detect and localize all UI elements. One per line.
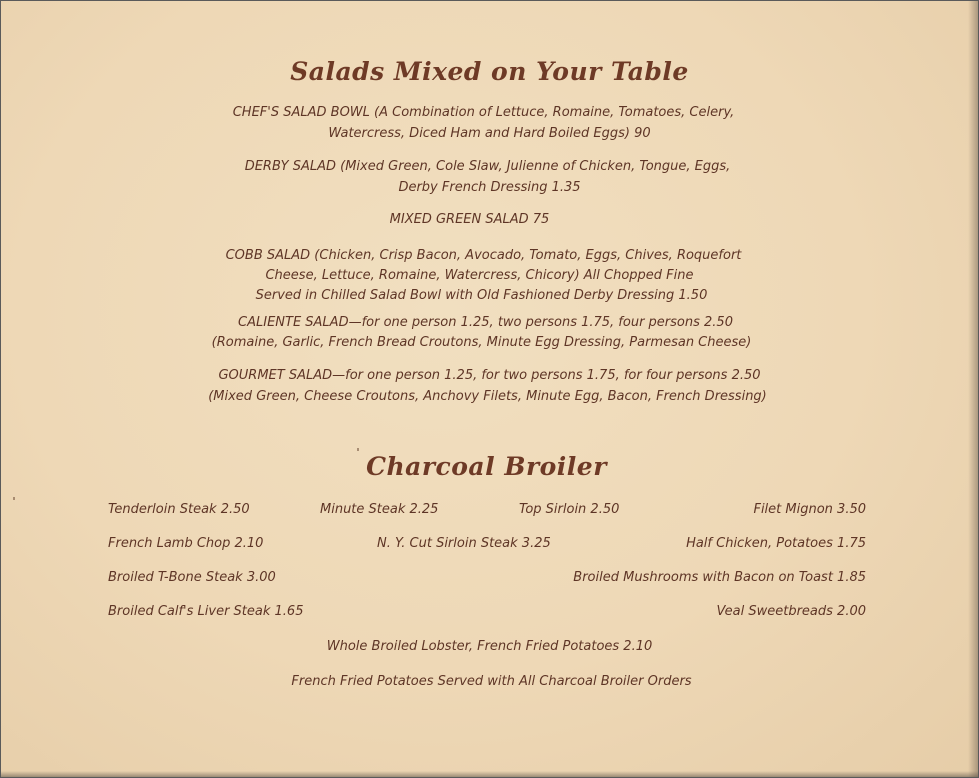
broiler-item: Broiled Calf's Liver Steak 1.65 (108, 604, 304, 619)
caliente-salad-line-2: (Romaine, Garlic, French Bread Croutons, Minute Egg Dressing, Parmesan Cheese) (211, 335, 752, 350)
broiler-item: French Lamb Chop 2.10 (108, 536, 264, 551)
broiler-item: Top Sirloin 2.50 (519, 502, 620, 517)
cobb-salad-line-2: Cheese, Lettuce, Romaine, Watercress, Chicory) All Chopped Fine (265, 268, 694, 283)
salads-heading: Salads Mixed on Your Table (290, 57, 689, 86)
broiler-item: Tenderloin Steak 2.50 (108, 502, 250, 517)
gourmet-salad-line-1: GOURMET SALAD—for one person 1.25, for two persons 1.75, for four persons 2.50 (218, 368, 761, 383)
cobb-salad-line-1: COBB SALAD (Chicken, Crisp Bacon, Avocado, Tomato, Eggs, Chives, Roquefort (225, 248, 742, 263)
caliente-salad-line-1: CALIENTE SALAD—for one person 1.25, two persons 1.75, four persons 2.50 (238, 315, 733, 330)
derby-salad-line-1: DERBY SALAD (Mixed Green, Cole Slaw, Julienne of Chicken, Tongue, Eggs, (244, 159, 731, 174)
broiler-heading: Charcoal Broiler (366, 452, 607, 481)
mixed-green-salad: MIXED GREEN SALAD 75 (389, 212, 550, 227)
broiler-item: Half Chicken, Potatoes 1.75 (686, 536, 866, 551)
broiler-item: Broiled Mushrooms with Bacon on Toast 1.85 (573, 570, 866, 585)
derby-salad-line-2: Derby French Dressing 1.35 (398, 180, 581, 195)
broiler-item: N. Y. Cut Sirloin Steak 3.25 (377, 536, 551, 551)
gourmet-salad-line-2: (Mixed Green, Cheese Croutons, Anchovy Filets, Minute Egg, Bacon, French Dressing) (208, 389, 767, 404)
paper-speck (357, 448, 359, 451)
broiler-item: Whole Broiled Lobster, French Fried Potatoes 2.10 (326, 639, 653, 654)
chefs-salad-line-2: Watercress, Diced Ham and Hard Boiled Eggs) 90 (328, 126, 651, 141)
broiler-item: Filet Mignon 3.50 (753, 502, 866, 517)
broiler-item: Broiled T-Bone Steak 3.00 (108, 570, 276, 585)
chefs-salad-line-1: CHEF'S SALAD BOWL (A Combination of Lettuce, Romaine, Tomatoes, Celery, (232, 105, 735, 120)
paper-speck (13, 497, 15, 500)
broiler-footer-note: French Fried Potatoes Served with All Charcoal Broiler Orders (291, 674, 692, 689)
page-edge-shadow (1, 771, 978, 777)
broiler-item: Veal Sweetbreads 2.00 (716, 604, 866, 619)
page-edge-shadow (968, 1, 978, 777)
cobb-salad-line-3: Served in Chilled Salad Bowl with Old Fashioned Derby Dressing 1.50 (255, 288, 708, 303)
broiler-item: Minute Steak 2.25 (320, 502, 439, 517)
